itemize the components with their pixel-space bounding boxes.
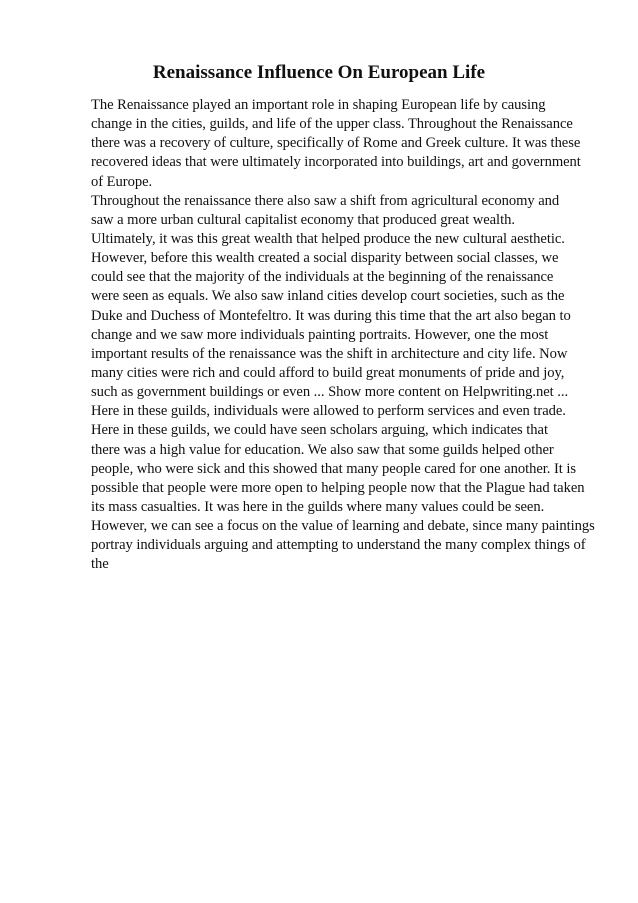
text-line: people, who were sick and this showed that many people cared for one another. It is — [91, 460, 576, 477]
text-line: its mass casualties. It was here in the guilds where many values could be seen. — [91, 498, 545, 515]
text-line: change in the cities, guilds, and life of the upper class. Throughout the Renaissance — [91, 116, 573, 133]
text-line: of Europe. — [91, 173, 153, 190]
text-line: were seen as equals. We also saw inland cities develop court societies, such as the — [91, 288, 565, 305]
text-line: there was a recovery of culture, specifically of Rome and Greek culture. It was these — [91, 135, 581, 152]
text-line: possible that people were more open to helping people now that the Plague had taken — [91, 479, 585, 496]
text-line: The Renaissance played an important role in shaping European life by causing — [91, 97, 546, 113]
text-line: Ultimately, it was this great wealth that helped produce the new cultural aesthetic. — [91, 230, 565, 247]
text-line: Throughout the renaissance there also saw a shift from agricultural economy and — [91, 192, 560, 209]
text-line: Duke and Duchess of Montefeltro. It was during this time that the art also began to — [91, 307, 571, 324]
text-line: could see that the majority of the individuals at the beginning of the renaissance — [91, 269, 554, 286]
text-line: there was a high value for education. We also saw that some guilds helped other — [91, 441, 554, 458]
text-line: saw a more urban cultural capitalist economy that produced great wealth. — [91, 211, 515, 228]
text-line: Here in these guilds, we could have seen scholars arguing, which indicates that — [91, 422, 548, 439]
text-line: such as government buildings or even ... Show more content on Helpwriting.net ... — [91, 384, 569, 401]
text-line: change and we saw more individuals painting portraits. However, one the most — [91, 326, 549, 343]
text-line: the — [91, 556, 109, 573]
text-line: However, before this wealth created a social disparity between social classes, we — [91, 250, 559, 267]
text-line: recovered ideas that were ultimately incorporated into buildings, art and government — [91, 154, 581, 171]
text-line: portray individuals arguing and attempting to understand the many complex things of — [91, 537, 586, 554]
text-line: Here in these guilds, individuals were allowed to perform services and even trade. — [91, 403, 566, 420]
text-line: important results of the renaissance was the shift in architecture and city life. Now — [91, 345, 568, 362]
page-title: Renaissance Influence On European Life — [152, 62, 486, 83]
document-body — [91, 96, 631, 575]
text-line: However, we can see a focus on the value of learning and debate, since many paintings — [91, 518, 595, 535]
text-line: many cities were rich and could afford to build great monuments of pride and joy, — [91, 364, 565, 381]
